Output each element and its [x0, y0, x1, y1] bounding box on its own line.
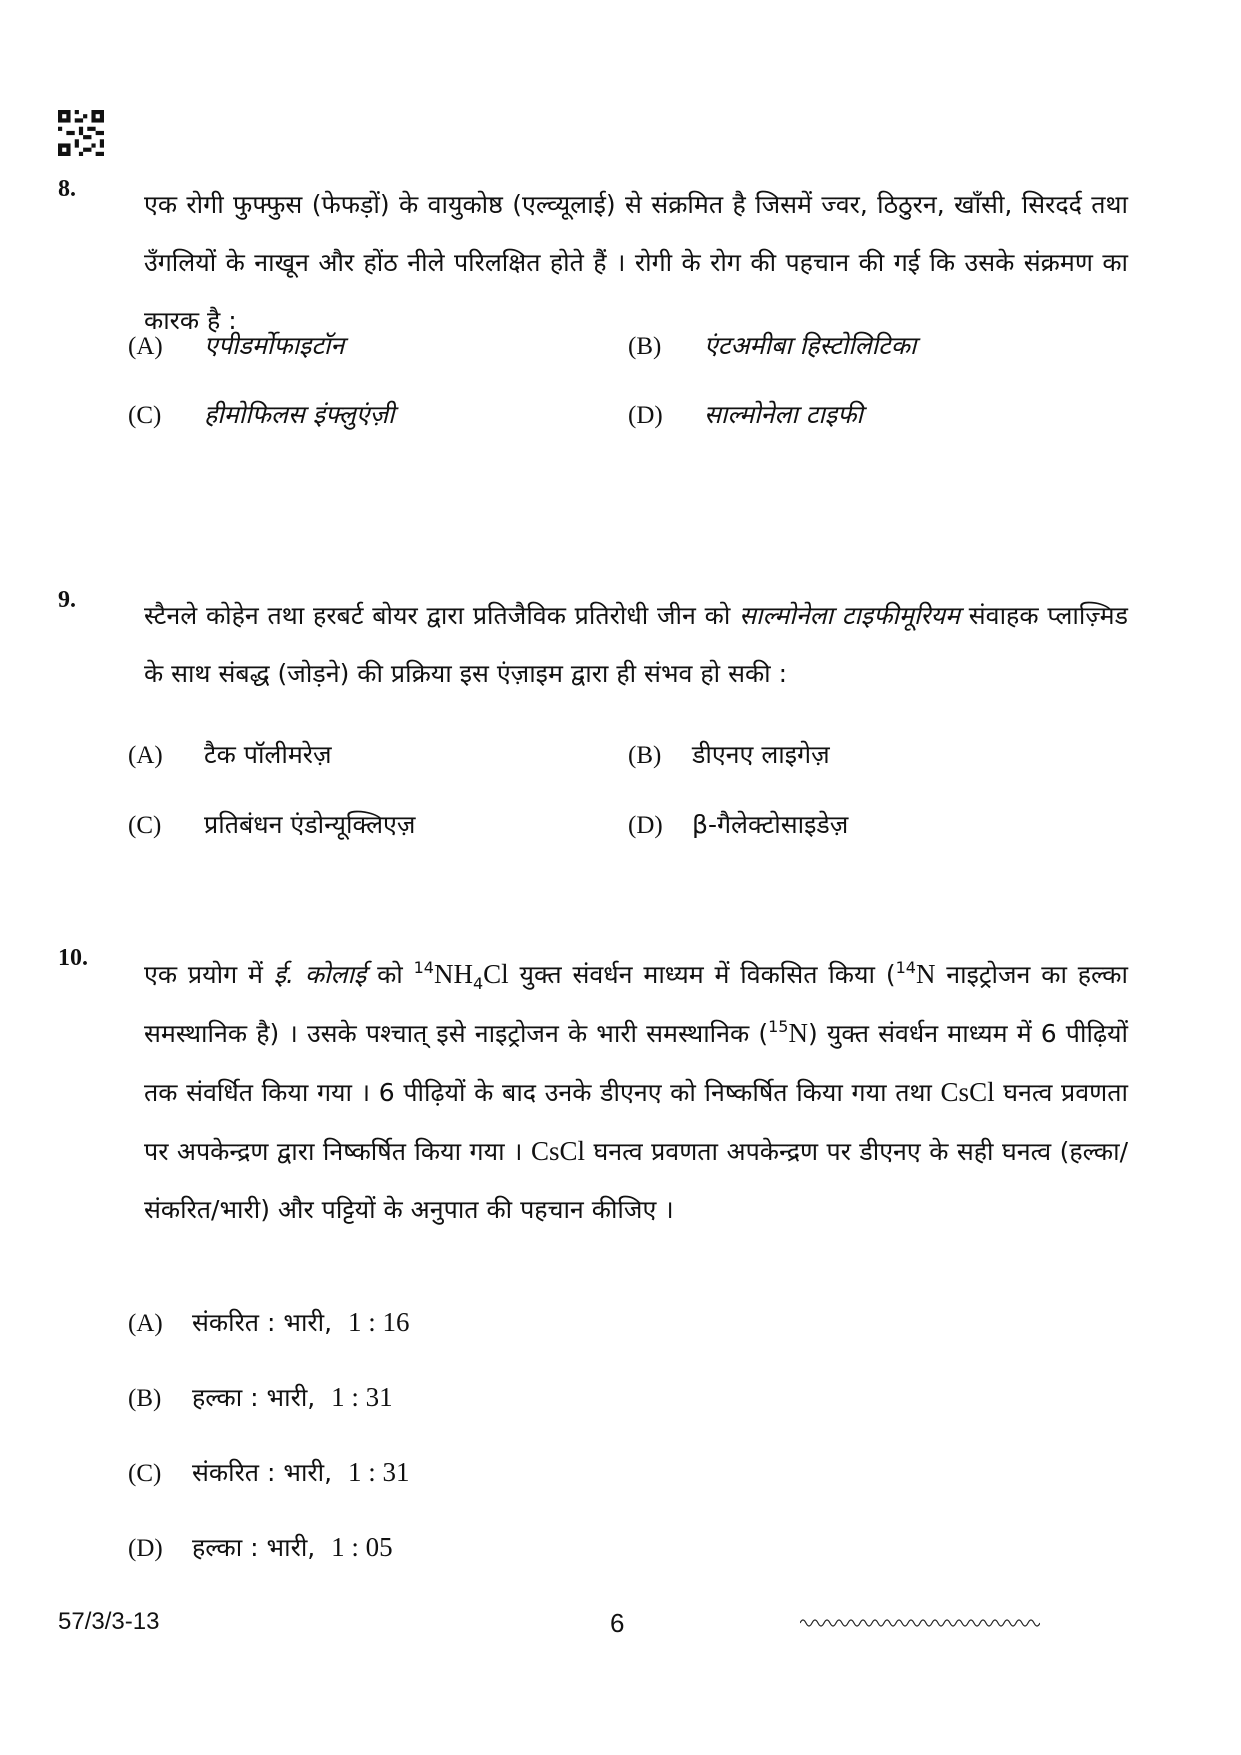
- option-text: संकरित : भारी,: [192, 1308, 333, 1337]
- option-a[interactable]: [128, 328, 344, 362]
- option-text: संकरित : भारी,: [192, 1458, 333, 1487]
- option-a[interactable]: [128, 737, 332, 771]
- option-label: (C): [128, 1460, 162, 1487]
- option-label: (B): [628, 742, 662, 769]
- paper-code: 57/3/3-13: [58, 1608, 160, 1635]
- option-label: (D): [628, 812, 663, 839]
- option-text: प्रतिबंधन एंडोन्यूक्लिएज़: [204, 810, 416, 839]
- question-text: एक रोगी फुफ्फुस (फेफड़ों) के वायुकोष्ठ (एल्व्यूलाई) से संक्रमित है जिसमें ज्वर, ठिठुरन, खाँसी, सिरदर्द तथा उँगलियों के नाखून और होंठ नीले परिलक्षित होते हैं । रोगी के रोग की पहचान की गई कि उसके संक्रमण का कारक है :: [144, 190, 1128, 335]
- option-ratio: 1 : 31: [347, 1457, 410, 1487]
- page-number: 6: [610, 1608, 625, 1638]
- option-text: हल्का : भारी,: [192, 1383, 316, 1412]
- option-text: टैक पॉलीमरेज़: [204, 740, 332, 769]
- option-label: (A): [128, 742, 163, 769]
- option-c[interactable]: [128, 1455, 410, 1489]
- option-text: हीमोफिलस इंफ्लुएंज़ी: [204, 400, 395, 429]
- option-text: हल्का : भारी,: [192, 1533, 316, 1562]
- option-text: β-गैलेक्टोसाइडेज़: [692, 810, 849, 839]
- wave-line-icon: [800, 1615, 1040, 1631]
- option-label: (D): [628, 402, 663, 429]
- option-label: (A): [128, 1310, 163, 1337]
- option-d[interactable]: [628, 397, 863, 431]
- option-label: (C): [128, 402, 162, 429]
- option-c[interactable]: [128, 807, 415, 841]
- qr-code-icon: [58, 110, 104, 156]
- option-text: एपीडर्मोफाइटॉन: [204, 331, 345, 360]
- option-b[interactable]: [628, 328, 916, 362]
- option-b[interactable]: [628, 737, 830, 771]
- option-label: (B): [628, 333, 662, 360]
- option-ratio: 1 : 16: [347, 1307, 410, 1337]
- option-label: (C): [128, 812, 162, 839]
- question-number: 9.: [58, 587, 76, 613]
- option-c[interactable]: [128, 397, 395, 431]
- option-label: (B): [128, 1385, 162, 1412]
- question-text: एक प्रयोग में ई. कोलाई को $^{14}NH_4Cl$ युक्त संवर्धन माध्यम में विकसित किया ($^{14}$N नाइट्रोजन का हल्का समस्थानिक है) । उसके पश्चात् इसे नाइट्रोजन के भारी समस्थानिक ($^{15}$N) युक्त संवर्धन माध्यम में 6 पीढ़ियों तक संवर्धित किया गया । 6 पीढ़ियों के बाद उनके डीएनए को निष्कर्षित किया गया तथा CsCl घनत्व प्रवणता पर अपकेन्द्रण द्वारा निष्कर्षित किया गया । CsCl घनत्व प्रवणता अपकेन्द्रण पर डीएनए के सही घनत्व (हल्का/संकरित/भारी) और पट्टियों के अनुपात की पहचान कीजिए ।: [144, 958, 1128, 1224]
- question-number: 10.: [58, 945, 88, 971]
- option-label: (A): [128, 333, 163, 360]
- option-d[interactable]: [628, 807, 848, 841]
- option-ratio: 1 : 05: [331, 1532, 393, 1562]
- option-label: (D): [128, 1535, 163, 1562]
- option-d[interactable]: [128, 1530, 393, 1564]
- option-text: एंटअमीबा हिस्टोलिटिका: [704, 331, 917, 360]
- option-b[interactable]: [128, 1380, 393, 1414]
- option-text: डीएनए लाइगेज़: [692, 740, 830, 769]
- option-ratio: 1 : 31: [331, 1382, 393, 1412]
- question-text: स्टैनले कोहेन तथा हरबर्ट बोयर द्वारा प्रतिजैविक प्रतिरोधी जीन को साल्मोनेला टाइफीमूरियम संवाहक प्लाज़्मिड के साथ संबद्ध (जोड़ने) की प्रक्रिया इस एंज़ाइम द्वारा ही संभव हो सकी :: [144, 601, 1128, 688]
- option-a[interactable]: [128, 1305, 410, 1339]
- question-number: 8.: [58, 176, 76, 202]
- option-text: साल्मोनेला टाइफी: [704, 400, 863, 429]
